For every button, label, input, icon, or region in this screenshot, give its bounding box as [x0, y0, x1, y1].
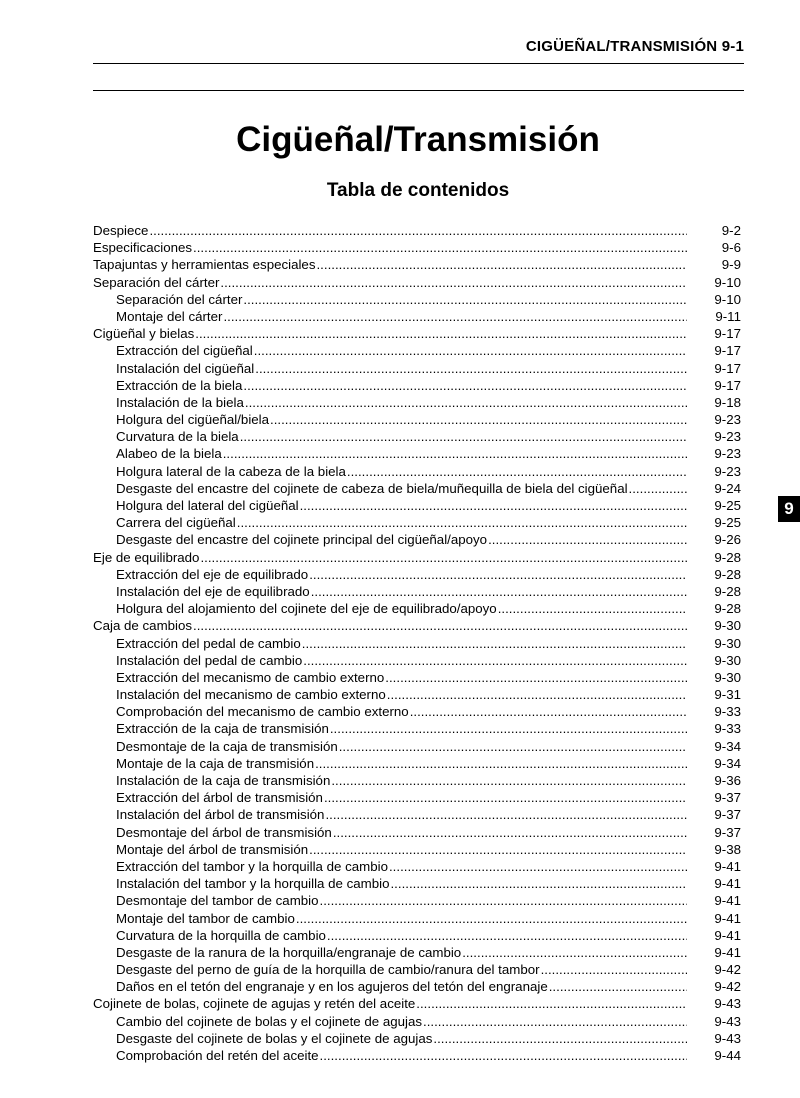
toc-entry-title: Desmontaje de la caja de transmisión [116, 738, 338, 754]
toc-entry-page: 9-41 [714, 858, 741, 874]
toc-entry[interactable] [93, 256, 741, 273]
toc-leader-dots [339, 738, 687, 755]
toc-entry[interactable] [93, 360, 741, 377]
toc-leader-dots [193, 239, 687, 256]
toc-entry-page: 9-30 [714, 652, 741, 668]
toc-entry-title: Desgaste del encastre del cojinete principal del cigüeñal/apoyo [116, 532, 488, 548]
toc-leader-dots [245, 394, 687, 411]
toc-entry[interactable] [93, 669, 741, 686]
toc-leader-dots [296, 910, 687, 927]
toc-leader-dots [488, 531, 687, 548]
toc-leader-dots [300, 497, 687, 514]
toc-entry-page: 9-24 [714, 480, 741, 496]
toc-entry-title: Cojinete de bolas, cojinete de agujas y retén del aceite [93, 996, 416, 1012]
toc-entry-page: 9-42 [714, 979, 741, 995]
toc-entry[interactable] [93, 841, 741, 858]
toc-entry-page: 9-34 [714, 738, 741, 754]
toc-entry-page: 9-30 [714, 669, 741, 685]
toc-entry[interactable] [93, 720, 741, 737]
toc-entry-page: 9-36 [714, 773, 741, 788]
toc-entry-title: Instalación del tambor y la horquilla de cambio [116, 876, 390, 892]
toc-entry-title: Extracción del pedal de cambio [116, 635, 301, 651]
toc-entry-page: 9-33 [714, 721, 741, 737]
toc-entry-title: Comprobación del retén del aceite [116, 1048, 319, 1063]
toc-leader-dots [410, 703, 687, 720]
toc-entry-title: Cambio del cojinete de bolas y el cojinete de agujas [116, 1013, 423, 1029]
toc-entry[interactable] [93, 308, 741, 325]
toc-leader-dots [416, 995, 687, 1012]
toc-entry-page: 9-23 [714, 412, 741, 428]
toc-entry-page: 9-34 [714, 755, 741, 771]
toc-entry[interactable] [93, 738, 741, 755]
toc-entry[interactable] [93, 686, 741, 703]
toc-entry[interactable] [93, 411, 741, 428]
toc-entry[interactable] [93, 703, 741, 720]
toc-entry-page: 9-18 [714, 394, 741, 410]
toc-entry[interactable] [93, 772, 741, 789]
toc-entry-title: Desgaste de la ranura de la horquilla/engranaje de cambio [116, 944, 462, 960]
toc-entry[interactable] [93, 377, 741, 394]
toc-entry-title: Cigüeñal y bielas [93, 326, 195, 342]
toc-entry[interactable] [93, 1013, 741, 1030]
toc-entry-title: Instalación de la biela [116, 394, 244, 410]
toc-leader-dots [320, 1047, 687, 1064]
toc-entry[interactable] [93, 978, 741, 995]
toc-entry-page: 9-43 [714, 1030, 741, 1046]
toc-leader-dots [498, 600, 687, 617]
toc-leader-dots [243, 377, 687, 394]
toc-entry[interactable] [93, 910, 741, 927]
toc-entry-page: 9-26 [714, 532, 741, 548]
toc-entry-page: 9-23 [714, 446, 741, 462]
toc-leader-dots [270, 411, 687, 428]
toc-entry[interactable] [93, 961, 741, 978]
toc-entry[interactable] [93, 549, 741, 566]
toc-entry-page: 9-37 [714, 790, 741, 806]
toc-entry[interactable] [93, 824, 741, 841]
toc-leader-dots [324, 789, 687, 806]
toc-entry-title: Alabeo de la biela [116, 446, 222, 462]
toc-leader-dots [462, 944, 687, 961]
toc-entry-page: 9-33 [714, 704, 741, 720]
toc-entry-page: 9-42 [714, 962, 741, 978]
toc-heading: Tabla de contenidos [326, 180, 510, 201]
toc-entry[interactable] [93, 652, 741, 669]
toc-entry[interactable] [93, 428, 741, 445]
toc-entry[interactable] [93, 531, 741, 548]
toc-leader-dots [390, 875, 687, 892]
page-title: Cigüeñal/Transmisión [236, 120, 600, 159]
toc-entry-page: 9-28 [714, 583, 741, 599]
toc-leader-dots [385, 669, 687, 686]
toc-entry-title: Montaje del cárter [116, 308, 223, 324]
toc-leader-dots [549, 978, 687, 995]
toc-entry-page: 9-38 [714, 841, 741, 857]
toc-entry[interactable] [93, 875, 741, 892]
toc-entry[interactable] [93, 944, 741, 961]
toc-entry-page: 9-2 [721, 223, 741, 238]
toc-entry[interactable] [93, 239, 741, 256]
toc-leader-dots [541, 961, 687, 978]
toc-leader-dots [240, 428, 687, 445]
toc-entry[interactable] [93, 463, 741, 480]
toc-entry-page: 9-28 [714, 549, 741, 565]
toc-entry[interactable] [93, 892, 741, 909]
toc-entry-title: Especificaciones [93, 240, 193, 256]
toc-entry-title: Despiece [93, 223, 149, 238]
toc-leader-dots [315, 755, 687, 772]
toc-entry-title: Extracción del tambor y la horquilla de cambio [116, 858, 388, 874]
toc-leader-dots [309, 841, 687, 858]
toc-entry[interactable] [93, 342, 741, 359]
toc-entry-page: 9-23 [714, 429, 741, 445]
toc-entry[interactable] [93, 858, 741, 875]
toc-leader-dots [193, 617, 687, 634]
toc-entry-title: Eje de equilibrado [93, 549, 200, 565]
toc-entry-title: Holgura del alojamiento del cojinete del eje de equilibrado/apoyo [116, 601, 497, 617]
toc-entry-title: Holgura lateral de la cabeza de la biela [116, 463, 346, 479]
toc-entry-title: Holgura del lateral del cigüeñal [116, 498, 299, 513]
toc-entry[interactable] [93, 394, 741, 411]
toc-leader-dots [195, 325, 687, 342]
toc-entry-title: Extracción del mecanismo de cambio externo [116, 669, 385, 685]
header-rule-top [93, 63, 744, 64]
toc-entry[interactable] [93, 635, 741, 652]
toc-entry-page: 9-17 [714, 377, 741, 393]
toc-entry[interactable] [93, 1030, 741, 1047]
toc-entry-title: Instalación del pedal de cambio [116, 652, 303, 668]
toc-leader-dots [333, 824, 687, 841]
toc-entry-title: Tapajuntas y herramientas especiales [93, 257, 316, 273]
toc-entry-title: Comprobación del mecanismo de cambio externo [116, 704, 409, 720]
chapter-tab: 9 [778, 496, 800, 522]
toc-entry-page: 9-31 [714, 687, 741, 703]
toc-entry[interactable] [93, 600, 741, 617]
toc-leader-dots [243, 291, 687, 308]
toc-entry-page: 9-30 [714, 635, 741, 651]
toc-entry[interactable] [93, 566, 741, 583]
toc-entry-title: Instalación del cigüeñal [116, 360, 255, 376]
running-header: CIGÜEÑAL/TRANSMISIÓN 9-1 [525, 38, 744, 55]
table-of-contents [93, 222, 741, 1064]
toc-leader-dots [255, 360, 687, 377]
toc-leader-dots [423, 1013, 687, 1030]
toc-entry-page: 9-25 [714, 498, 741, 513]
toc-entry-title: Desgaste del cojinete de bolas y el cojinete de agujas [116, 1030, 433, 1046]
toc-leader-dots [302, 635, 687, 652]
toc-entry-page: 9-28 [714, 601, 741, 617]
toc-entry[interactable] [93, 927, 741, 944]
toc-leader-dots [149, 222, 687, 239]
toc-entry-title: Holgura del cigüeñal/biela [116, 412, 270, 428]
toc-entry-page: 9-28 [714, 566, 741, 582]
toc-leader-dots [325, 806, 687, 823]
toc-entry-title: Extracción de la caja de transmisión [116, 721, 329, 737]
toc-entry-title: Montaje del tambor de cambio [116, 910, 295, 926]
toc-entry-page: 9-41 [714, 927, 741, 943]
toc-entry-page: 9-17 [714, 326, 741, 342]
toc-entry[interactable] [93, 222, 741, 239]
toc-entry-title: Desmontaje del tambor de cambio [116, 893, 319, 909]
toc-entry[interactable] [93, 995, 741, 1012]
toc-entry-page: 9-17 [714, 343, 741, 359]
toc-leader-dots [311, 583, 687, 600]
toc-entry-page: 9-43 [714, 1013, 741, 1029]
toc-entry[interactable] [93, 445, 741, 462]
toc-entry[interactable] [93, 497, 741, 514]
toc-entry-title: Instalación de la caja de transmisión [116, 773, 331, 788]
toc-leader-dots [200, 549, 687, 566]
toc-entry[interactable] [93, 514, 741, 531]
toc-entry-page: 9-11 [715, 308, 741, 324]
toc-entry-title: Desmontaje del árbol de transmisión [116, 824, 332, 840]
toc-entry[interactable] [93, 1047, 741, 1064]
header-rule-bottom [93, 90, 744, 91]
toc-entry-title: Separación del cárter [93, 274, 220, 290]
toc-entry-page: 9-43 [714, 996, 741, 1012]
toc-entry[interactable] [93, 583, 741, 600]
toc-entry-title: Instalación del mecanismo de cambio externo [116, 687, 386, 703]
toc-entry-title: Curvatura de la biela [116, 429, 239, 445]
toc-leader-dots [331, 772, 687, 789]
toc-leader-dots [316, 256, 687, 273]
toc-entry-title: Desgaste del perno de guía de la horquilla de cambio/ranura del tambor [116, 962, 540, 978]
toc-entry[interactable] [93, 806, 741, 823]
toc-entry-page: 9-10 [714, 291, 741, 307]
toc-entry-title: Extracción de la biela [116, 377, 243, 393]
toc-entry-page: 9-41 [714, 893, 741, 909]
toc-leader-dots [327, 927, 687, 944]
toc-leader-dots [220, 274, 687, 291]
toc-entry-title: Montaje de la caja de transmisión [116, 755, 315, 771]
toc-entry-title: Curvatura de la horquilla de cambio [116, 927, 326, 943]
toc-entry-title: Extracción del eje de equilibrado [116, 566, 309, 582]
toc-entry-page: 9-25 [714, 515, 741, 531]
toc-entry-page: 9-41 [714, 944, 741, 960]
toc-entry-page: 9-44 [714, 1048, 741, 1063]
toc-entry-title: Daños en el tetón del engranaje y en los agujeros del tetón del engranaje [116, 979, 548, 995]
toc-entry-page: 9-23 [714, 463, 741, 479]
toc-entry-title: Separación del cárter [116, 291, 243, 307]
toc-entry[interactable] [93, 617, 741, 634]
toc-leader-dots [347, 463, 687, 480]
toc-leader-dots [303, 652, 687, 669]
toc-leader-dots [309, 566, 687, 583]
toc-entry-title: Montaje del árbol de transmisión [116, 841, 309, 857]
toc-entry-page: 9-10 [714, 274, 741, 290]
toc-leader-dots [254, 342, 687, 359]
toc-entry-page: 9-37 [714, 824, 741, 840]
toc-entry-title: Instalación del árbol de transmisión [116, 807, 325, 823]
toc-entry[interactable] [93, 755, 741, 772]
toc-leader-dots [330, 720, 687, 737]
toc-entry-title: Caja de cambios [93, 618, 193, 634]
toc-entry-page: 9-9 [721, 257, 741, 273]
toc-entry[interactable] [93, 480, 741, 497]
toc-leader-dots [433, 1030, 687, 1047]
toc-entry-page: 9-6 [721, 240, 741, 256]
toc-entry[interactable] [93, 789, 741, 806]
toc-entry-title: Carrera del cigüeñal [116, 515, 236, 531]
toc-leader-dots [223, 445, 687, 462]
toc-entry-page: 9-41 [714, 910, 741, 926]
toc-leader-dots [387, 686, 687, 703]
toc-entry-title: Desgaste del encastre del cojinete de cabeza de biela/muñequilla de biela del cigüeñal [116, 480, 628, 496]
toc-entry-title: Instalación del eje de equilibrado [116, 583, 310, 599]
toc-entry[interactable] [93, 274, 741, 291]
toc-entry-title: Extracción del cigüeñal [116, 343, 253, 359]
toc-entry-title: Extracción del árbol de transmisión [116, 790, 323, 806]
toc-entry[interactable] [93, 291, 741, 308]
toc-entry-page: 9-17 [714, 360, 741, 376]
toc-entry-page: 9-37 [714, 807, 741, 823]
toc-entry-page: 9-30 [714, 618, 741, 634]
toc-leader-dots [237, 514, 687, 531]
toc-entry-page: 9-41 [714, 876, 741, 892]
toc-leader-dots [223, 308, 687, 325]
toc-leader-dots [389, 858, 687, 875]
toc-leader-dots [629, 480, 687, 497]
toc-entry[interactable] [93, 325, 741, 342]
toc-leader-dots [320, 892, 687, 909]
